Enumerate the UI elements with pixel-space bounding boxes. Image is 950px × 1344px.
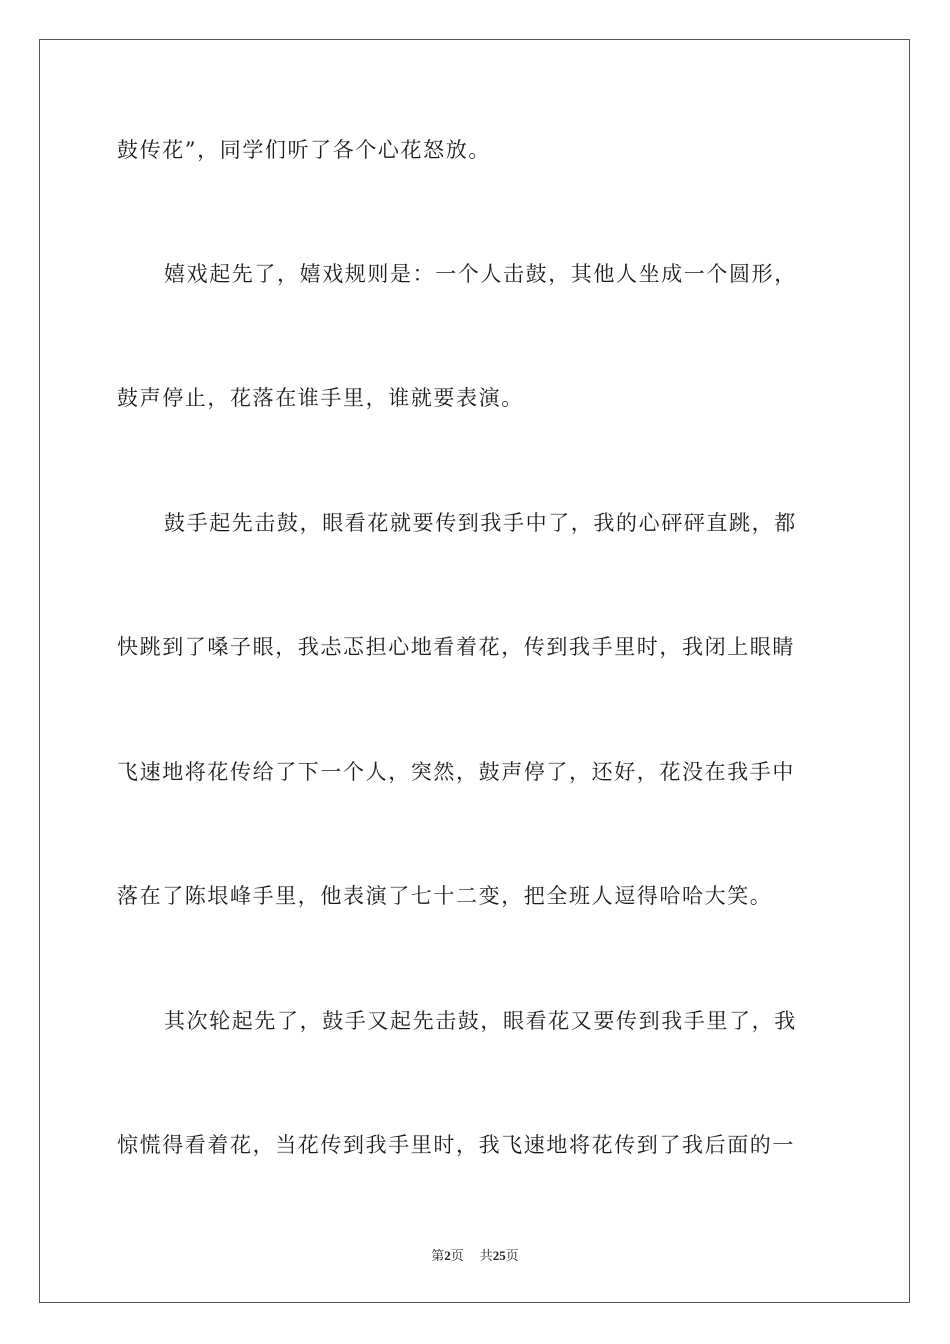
page-suffix: 页 xyxy=(450,1249,464,1264)
page-footer xyxy=(0,1247,950,1266)
total-prefix: 共 xyxy=(479,1249,493,1264)
text-line-1: 鼓传花”，同学们听了各个心花怒放。 xyxy=(117,138,491,162)
paragraph-start-line: 嬉戏起先了，嬉戏规则是：一个人击鼓，其他人坐成一个圆形， xyxy=(164,262,797,286)
page-number: 2 xyxy=(444,1248,451,1263)
page-frame xyxy=(39,39,910,1303)
total-pages: 25 xyxy=(492,1248,506,1263)
total-suffix: 页 xyxy=(505,1249,519,1264)
text-line-6: 飞速地将花传给了下一个人，突然，鼓声停了，还好，花没在我手中 xyxy=(117,760,795,784)
paragraph-start-line: 鼓手起先击鼓，眼看花就要传到我手中了，我的心砰砰直跳，都 xyxy=(164,511,797,535)
page-prefix: 第 xyxy=(431,1249,445,1264)
paragraph-start-line: 其次轮起先了，鼓手又起先击鼓，眼看花又要传到我手里了，我 xyxy=(164,1009,797,1033)
text-line-3: 鼓声停止，花落在谁手里，谁就要表演。 xyxy=(117,386,524,410)
text-line-5: 快跳到了嗓子眼，我忐忑担心地看着花，传到我手里时，我闭上眼睛 xyxy=(117,635,795,659)
text-line-7: 落在了陈垠峰手里，他表演了七十二变，把全班人逗得哈哈大笑。 xyxy=(117,884,773,908)
text-line-9: 惊慌得看着花，当花传到我手里时，我飞速地将花传到了我后面的一 xyxy=(117,1133,795,1157)
